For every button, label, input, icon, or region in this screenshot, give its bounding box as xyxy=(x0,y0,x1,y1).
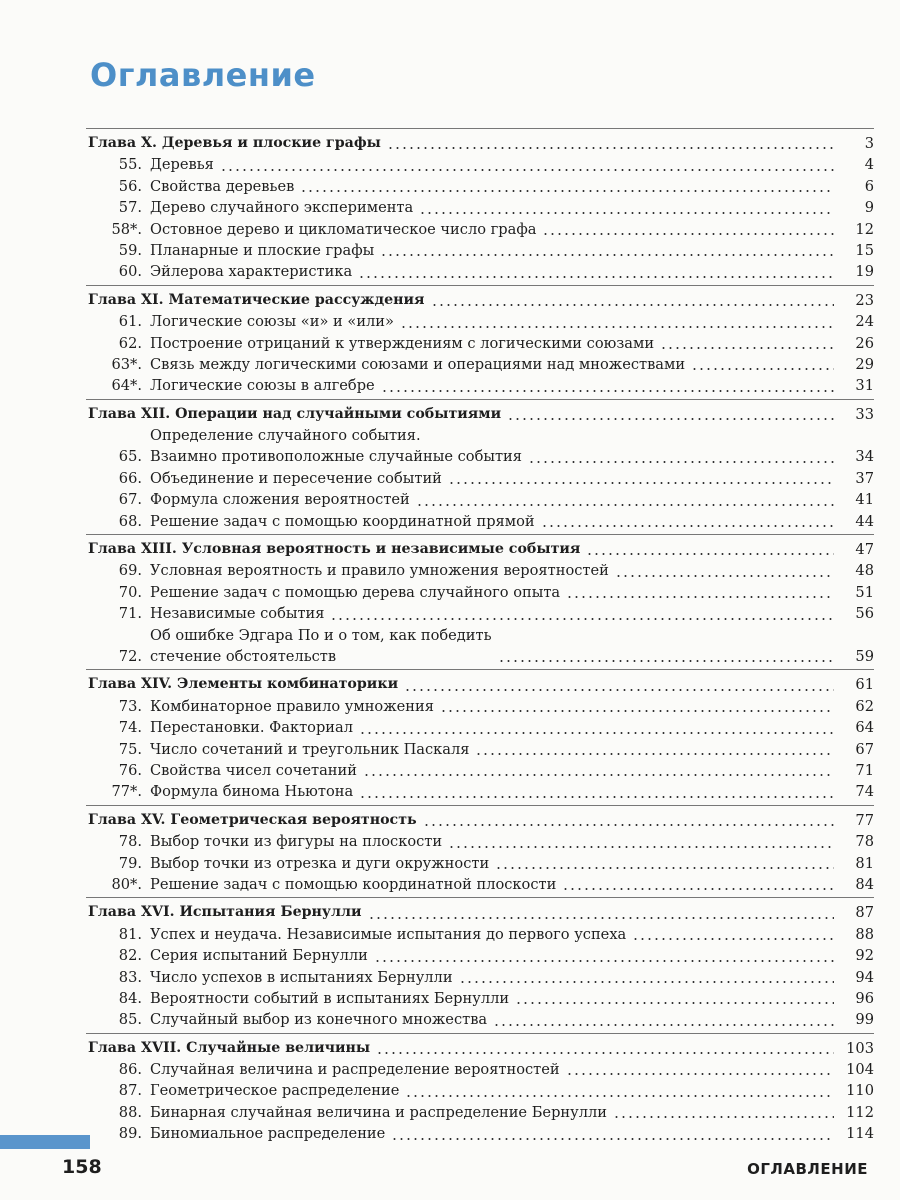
dot-leader xyxy=(691,368,834,370)
item-number: 87. xyxy=(118,1082,142,1100)
toc-item[interactable] xyxy=(86,781,874,802)
item-page-number: 56 xyxy=(855,605,874,623)
item-page-number: 64 xyxy=(855,719,874,737)
item-number: 73. xyxy=(118,697,142,715)
item-title: Остовное дерево и цикломатическое число графа xyxy=(150,220,537,238)
chapter-page-number: 103 xyxy=(846,1039,874,1057)
dot-leader xyxy=(613,1116,834,1118)
toc-item[interactable] xyxy=(86,219,874,240)
item-page-number: 41 xyxy=(855,491,874,509)
item-number: 83. xyxy=(118,968,142,986)
item-title: Число сочетаний и треугольник Паскаля xyxy=(150,740,470,758)
item-number: 78. xyxy=(118,833,142,851)
item-page-number: 9 xyxy=(864,199,874,217)
dot-leader xyxy=(498,660,834,662)
item-title: Выбор точки из фигуры на плоскости xyxy=(150,833,443,851)
item-page-number: 88 xyxy=(855,925,874,943)
item-page-number: 48 xyxy=(855,562,874,580)
chapter-page-number: 33 xyxy=(855,405,874,423)
item-title: Геометрическое распределение xyxy=(150,1082,400,1100)
dot-leader xyxy=(363,774,834,776)
item-page-number: 4 xyxy=(864,156,874,174)
dot-leader xyxy=(507,418,834,420)
item-page-number: 31 xyxy=(855,377,874,395)
dot-leader xyxy=(541,525,834,527)
item-title: Бинарная случайная величина и распределение Бернулли xyxy=(150,1103,607,1121)
item-page-number: 94 xyxy=(855,968,874,986)
dot-leader xyxy=(376,1052,834,1054)
item-number: 74. xyxy=(118,719,142,737)
item-title: Логические союзы в алгебре xyxy=(150,377,375,395)
item-page-number: 78 xyxy=(855,833,874,851)
item-number: 82. xyxy=(118,947,142,965)
item-page-number: 19 xyxy=(855,263,874,281)
item-page-number: 34 xyxy=(855,448,874,466)
toc-item[interactable] xyxy=(86,1123,874,1144)
item-page-number: 29 xyxy=(855,355,874,373)
dot-leader xyxy=(359,796,834,798)
item-title: Свойства чисел сочетаний xyxy=(150,761,357,779)
item-number: 81. xyxy=(118,925,142,943)
dot-leader xyxy=(528,461,834,463)
item-number: 58*. xyxy=(111,220,142,238)
item-number: 63*. xyxy=(111,355,142,373)
item-title: Биномиальное распределение xyxy=(150,1125,386,1143)
item-number: 66. xyxy=(118,469,142,487)
item-number: 79. xyxy=(118,854,142,872)
chapter-title: Глава XI. Математические рассуждения xyxy=(88,291,425,308)
toc-item[interactable] xyxy=(86,375,874,396)
toc-chapter-row[interactable] xyxy=(86,810,874,831)
item-title: Серия испытаний Бернулли xyxy=(150,947,368,965)
toc-chapter-row[interactable] xyxy=(86,902,874,923)
item-number: 65. xyxy=(118,448,142,466)
item-title: Случайный выбор из конечного множества xyxy=(150,1011,488,1029)
item-title: Комбинаторное правило умножения xyxy=(150,697,434,715)
dot-leader xyxy=(419,212,834,214)
item-number: 68. xyxy=(118,512,142,530)
item-page-number: 114 xyxy=(846,1125,874,1143)
item-page-number: 24 xyxy=(855,313,874,331)
toc-item[interactable] xyxy=(86,176,874,197)
item-number: 77*. xyxy=(111,783,142,801)
item-title: Определение случайного события. xyxy=(150,427,421,445)
chapter-title: Глава XVII. Случайные величины xyxy=(88,1039,371,1056)
toc-chapter xyxy=(86,534,874,669)
dot-leader xyxy=(475,753,834,755)
toc-chapter-row[interactable] xyxy=(86,1038,874,1059)
dot-leader xyxy=(359,732,834,734)
dot-leader xyxy=(358,276,834,278)
chapter-page-number: 87 xyxy=(855,904,874,922)
toc-item[interactable] xyxy=(86,924,874,945)
toc-item[interactable] xyxy=(86,1009,874,1030)
toc-item[interactable] xyxy=(86,354,874,375)
toc-chapter xyxy=(86,1033,874,1147)
dot-leader xyxy=(448,846,834,848)
item-number: 60. xyxy=(118,263,142,281)
dot-leader xyxy=(495,867,834,869)
dot-leader xyxy=(400,326,834,328)
item-title: Эйлерова характеристика xyxy=(150,263,353,281)
toc-item[interactable] xyxy=(86,468,874,489)
item-title: Вероятности событий в испытаниях Бернулли xyxy=(150,989,510,1007)
item-number: 55. xyxy=(118,156,142,174)
item-title: Дерево случайного эксперимента xyxy=(150,199,414,217)
toc-item[interactable] xyxy=(86,425,874,468)
chapter-title: Глава XIII. Условная вероятность и независимые события xyxy=(88,541,581,558)
footer-page-number: 158 xyxy=(62,1156,102,1178)
item-title: Связь между логическими союзами и операциями над множествами xyxy=(150,355,686,373)
page-title: Оглавление xyxy=(90,56,316,94)
dot-leader xyxy=(423,824,834,826)
toc-item[interactable] xyxy=(86,739,874,760)
dot-leader xyxy=(380,254,834,256)
item-number: 67. xyxy=(118,491,142,509)
toc-item[interactable] xyxy=(86,717,874,738)
item-page-number: 6 xyxy=(864,177,874,195)
item-title: Случайная величина и распределение вероятностей xyxy=(150,1061,560,1079)
dot-leader xyxy=(632,938,834,940)
table-of-contents xyxy=(86,128,874,1147)
item-page-number: 26 xyxy=(855,334,874,352)
item-page-number: 84 xyxy=(855,875,874,893)
footer-running-title: ОГЛАВЛЕНИЕ xyxy=(747,1160,868,1178)
item-title: Число успехов в испытаниях Бернулли xyxy=(150,968,453,986)
item-page-number: 15 xyxy=(855,241,874,259)
toc-item[interactable] xyxy=(86,261,874,282)
toc-chapter xyxy=(86,285,874,399)
item-number: 59. xyxy=(118,241,142,259)
item-page-number: 96 xyxy=(855,989,874,1007)
dot-leader xyxy=(660,347,834,349)
item-title: Об ошибке Эдгара По и о том, как победить xyxy=(150,626,492,644)
item-page-number: 12 xyxy=(855,220,874,238)
chapter-title: Глава XII. Операции над случайными событиями xyxy=(88,405,502,422)
toc-chapter-row[interactable] xyxy=(86,539,874,560)
toc-item[interactable] xyxy=(86,489,874,510)
toc-chapter-row[interactable] xyxy=(86,133,874,154)
item-number: 75. xyxy=(118,740,142,758)
dot-leader xyxy=(440,710,834,712)
item-number: 71. xyxy=(118,605,142,623)
chapter-page-number: 61 xyxy=(855,676,874,694)
item-page-number: 74 xyxy=(855,783,874,801)
item-title-line2: Взаимно противоположные случайные события xyxy=(150,448,522,466)
item-number: 86. xyxy=(118,1061,142,1079)
dot-leader xyxy=(566,1073,834,1075)
dot-leader xyxy=(431,304,834,306)
item-number: 70. xyxy=(118,583,142,601)
toc-item[interactable] xyxy=(86,967,874,988)
toc-item[interactable] xyxy=(86,760,874,781)
toc-item[interactable] xyxy=(86,1080,874,1101)
item-title: Деревья xyxy=(150,156,214,174)
chapter-page-number: 23 xyxy=(855,291,874,309)
toc-item[interactable] xyxy=(86,333,874,354)
item-title: Успех и неудача. Независимые испытания до первого успеха xyxy=(150,925,627,943)
toc-chapter xyxy=(86,128,874,285)
dot-leader xyxy=(542,233,834,235)
dot-leader xyxy=(586,553,834,555)
item-page-number: 44 xyxy=(855,512,874,530)
item-number: 69. xyxy=(118,562,142,580)
item-title: Условная вероятность и правило умножения вероятностей xyxy=(150,562,609,580)
toc-chapter-row[interactable] xyxy=(86,404,874,425)
item-title: Свойства деревьев xyxy=(150,177,295,195)
item-number: 62. xyxy=(118,334,142,352)
item-title: Планарные и плоские графы xyxy=(150,241,375,259)
dot-leader xyxy=(391,1138,834,1140)
item-number: 76. xyxy=(118,761,142,779)
dot-leader xyxy=(404,689,834,691)
item-title: Логические союзы «и» и «или» xyxy=(150,313,394,331)
item-title: Выбор точки из отрезка и дуги окружности xyxy=(150,854,490,872)
toc-chapter xyxy=(86,805,874,898)
dot-leader xyxy=(405,1095,834,1097)
toc-chapter xyxy=(86,399,874,534)
toc-item[interactable] xyxy=(86,874,874,895)
item-number: 72. xyxy=(118,648,142,666)
dot-leader xyxy=(515,1002,834,1004)
footer-color-bar xyxy=(0,1135,90,1149)
chapter-title: Глава X. Деревья и плоские графы xyxy=(88,134,381,151)
item-title: Решение задач с помощью координатной прямой xyxy=(150,512,535,530)
dot-leader xyxy=(330,618,834,620)
dot-leader xyxy=(448,482,834,484)
item-page-number: 59 xyxy=(855,648,874,666)
toc-item[interactable] xyxy=(86,560,874,581)
toc-item[interactable] xyxy=(86,311,874,332)
item-page-number: 104 xyxy=(846,1061,874,1079)
toc-item[interactable] xyxy=(86,945,874,966)
toc-item[interactable] xyxy=(86,1059,874,1080)
chapter-title: Глава XV. Геометрическая вероятность xyxy=(88,811,417,828)
toc-item[interactable] xyxy=(86,511,874,532)
item-number: 84. xyxy=(118,989,142,1007)
toc-item[interactable] xyxy=(86,582,874,603)
item-page-number: 92 xyxy=(855,947,874,965)
toc-item[interactable] xyxy=(86,154,874,175)
item-title: Независимые события xyxy=(150,605,325,623)
item-title: Решение задач с помощью дерева случайного опыта xyxy=(150,583,561,601)
dot-leader xyxy=(374,960,834,962)
toc-item[interactable] xyxy=(86,988,874,1009)
dot-leader xyxy=(368,917,834,919)
dot-leader xyxy=(566,596,834,598)
dot-leader xyxy=(387,147,834,149)
chapter-page-number: 77 xyxy=(855,811,874,829)
dot-leader xyxy=(562,888,834,890)
item-number: 61. xyxy=(118,313,142,331)
toc-item[interactable] xyxy=(86,831,874,852)
item-title: Решение задач с помощью координатной плоскости xyxy=(150,875,557,893)
item-title: Перестановки. Факториал xyxy=(150,719,353,737)
toc-item[interactable] xyxy=(86,197,874,218)
item-page-number: 99 xyxy=(855,1011,874,1029)
item-page-number: 51 xyxy=(855,583,874,601)
toc-chapter xyxy=(86,897,874,1032)
item-title-block xyxy=(150,625,492,668)
item-page-number: 110 xyxy=(846,1082,874,1100)
toc-item[interactable] xyxy=(86,603,874,624)
item-number: 88. xyxy=(118,1103,142,1121)
toc-chapter-row[interactable] xyxy=(86,674,874,695)
dot-leader xyxy=(220,169,834,171)
item-number: 80*. xyxy=(111,875,142,893)
item-page-number: 71 xyxy=(855,761,874,779)
item-page-number: 81 xyxy=(855,854,874,872)
item-page-number: 37 xyxy=(855,469,874,487)
dot-leader xyxy=(615,575,834,577)
item-title: Формула сложения вероятностей xyxy=(150,491,410,509)
toc-chapter-row[interactable] xyxy=(86,290,874,311)
toc-item[interactable] xyxy=(86,853,874,874)
chapter-page-number: 47 xyxy=(855,541,874,559)
toc-item[interactable] xyxy=(86,696,874,717)
toc-item[interactable] xyxy=(86,625,874,668)
chapter-title: Глава XVI. Испытания Бернулли xyxy=(88,904,362,921)
chapter-page-number: 3 xyxy=(864,134,874,152)
item-title-line2: стечение обстоятельств xyxy=(150,648,337,666)
toc-item[interactable] xyxy=(86,240,874,261)
item-page-number: 62 xyxy=(855,697,874,715)
dot-leader xyxy=(381,390,834,392)
item-page-number: 112 xyxy=(846,1103,874,1121)
item-number: 57. xyxy=(118,199,142,217)
dot-leader xyxy=(493,1024,834,1026)
item-title: Построение отрицаний к утверждениям с логическими союзами xyxy=(150,334,655,352)
toc-item[interactable] xyxy=(86,1102,874,1123)
item-title: Формула бинома Ньютона xyxy=(150,783,354,801)
item-title-block xyxy=(150,425,522,468)
item-number: 85. xyxy=(118,1011,142,1029)
item-page-number: 67 xyxy=(855,740,874,758)
item-title: Объединение и пересечение событий xyxy=(150,469,442,487)
item-number: 56. xyxy=(118,177,142,195)
item-number: 89. xyxy=(118,1125,142,1143)
dot-leader xyxy=(300,190,834,192)
toc-chapter xyxy=(86,669,874,804)
dot-leader xyxy=(459,981,834,983)
dot-leader xyxy=(416,504,834,506)
chapter-title: Глава XIV. Элементы комбинаторики xyxy=(88,676,399,693)
item-number: 64*. xyxy=(111,377,142,395)
